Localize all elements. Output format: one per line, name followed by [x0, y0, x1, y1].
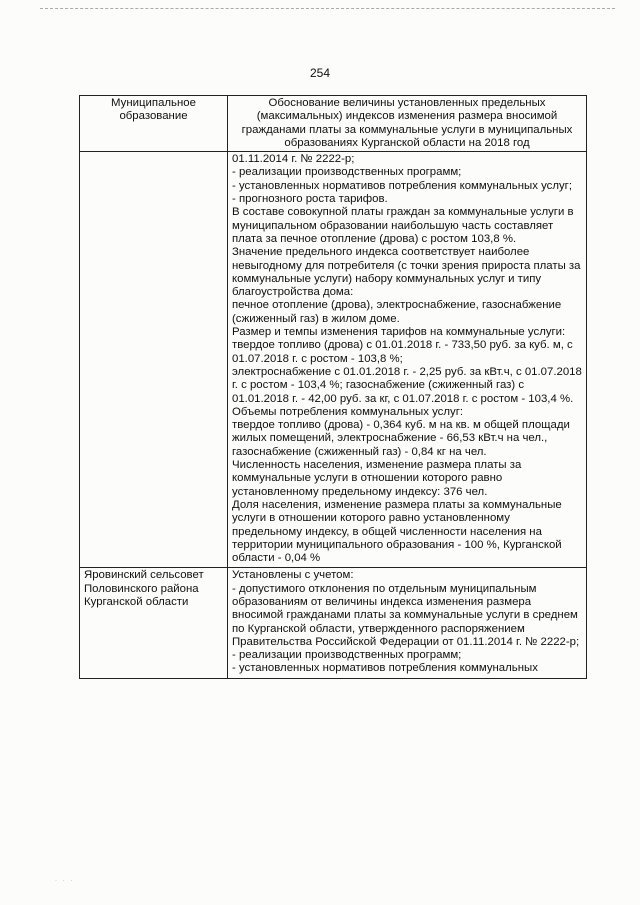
row-justification [228, 152, 587, 568]
text-line: - реализации производственных программ; [232, 649, 462, 662]
text-line: В составе совокупной платы граждан за коммунальные услуги в муниципальном образовании наибольшую часть составляет плата за печное отопление (дрова) с ростом 103,8 %. [232, 206, 574, 245]
scan-top-edge [40, 8, 615, 9]
row-municipality: Яровинский сельсовет Половинского района Курганской области [80, 568, 228, 678]
text-line: электроснабжение с 01.01.2018 г. - 2,25 руб. за кВт.ч, с 01.07.2018 г. с ростом - 103,4 %; газоснабжение (сжиженный газ) с 01.01.2018 г. - 42,00 руб. за кг, с 01.07.2018 г. с ростом - 103,4 %. [232, 365, 582, 405]
row-justification [228, 568, 587, 678]
text-line: Размер и темпы изменения тарифов на коммунальные услуги: [232, 326, 566, 339]
tariff-justification-table [79, 95, 587, 679]
table-header-row [80, 96, 587, 152]
header-municipality: Муниципальное образование [80, 96, 228, 152]
row-municipality [80, 152, 228, 568]
text-line: Значение предельного индекса соответствует наиболее невыгодному для потребителя (с точки зрения прироста платы за коммунальные услуги) набору коммунальных услуг и типу благоустройства дома: [232, 246, 581, 299]
text-line: - реализации производственных программ; [232, 166, 462, 179]
header-justification: Обоснование величины установленных предельных (максимальных) индексов изменения размера вносимой гражданами платы за коммунальные услуги в муниципальных образованиях Курганской области на 2018 год [228, 96, 587, 152]
text-line: твердое топливо (дрова) - 0,364 куб. м на кв. м общей площади жилых помещений, электроснабжение - 66,53 кВт.ч на чел., газоснабжение (сжиженный газ) - 0,84 кг на чел. [232, 419, 570, 458]
text-line: - установленных нормативов потребления коммунальных [232, 662, 538, 675]
text-line: - установленных нормативов потребления коммунальных услуг; [232, 179, 572, 192]
page-number: 254 [309, 66, 331, 80]
text-line: Установлены с учетом: [232, 569, 354, 582]
text-line: - прогнозного роста тарифов. [232, 193, 388, 206]
text-line: Доля населения, изменение размера платы за коммунальные услуги в отношении которого равно установленному предельному индексу, в общей численности населения на территории муниципального образования - 100 %, Курганской области - 0,04 % [232, 498, 562, 565]
table-row [80, 152, 587, 568]
text-line: - допустимого отклонения по отдельным муниципальным образованиям от величины индекса изменения размера вносимой гражданами платы за коммунальные услуги в среднем по Курганской области, утвержденного распоряжением Правительства Российской Федерации от 01.11.2014 г. № 2222-р; [232, 582, 580, 648]
text-line: Численность населения, изменение размера платы за коммунальные услуги в отношении которого равно установленному предельному индексу: 376 чел. [232, 459, 522, 498]
text-line: печное отопление (дрова), электроснабжение, газоснабжение (сжиженный газ) в жилом доме. [232, 299, 562, 325]
text-line: твердое топливо (дрова) с 01.01.2018 г. - 733,50 руб. за куб. м, с 01.07.2018 г. с ростом - 103,8 %; [232, 339, 573, 365]
text-line: Объемы потребления коммунальных услуг: [232, 405, 464, 418]
scan-artifact: · · · [55, 878, 75, 884]
text-line: 01.11.2014 г. № 2222-р; [232, 153, 355, 166]
table-row [80, 568, 587, 678]
